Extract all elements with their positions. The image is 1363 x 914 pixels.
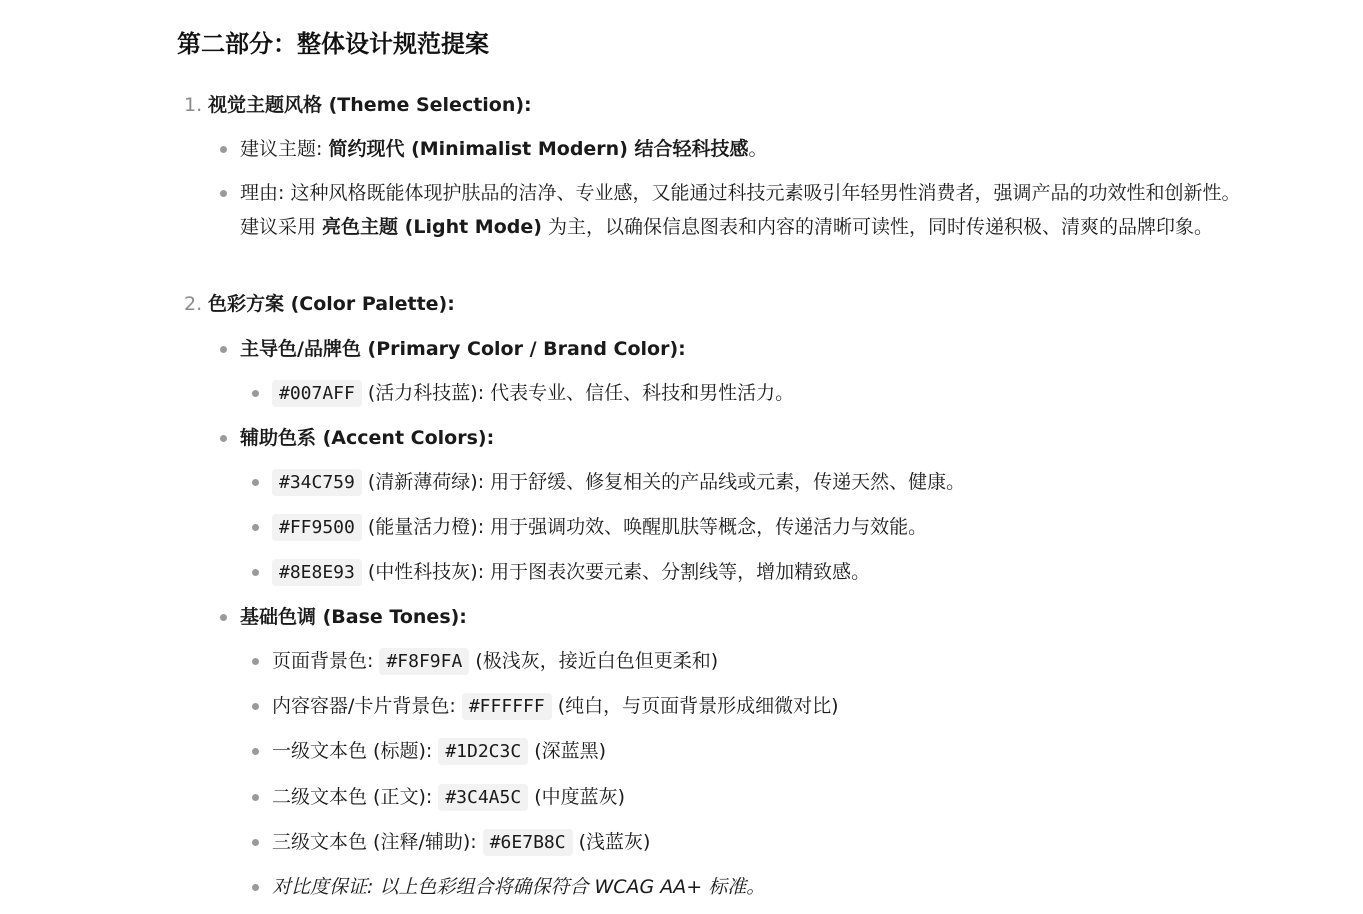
theme-suggestion [240, 132, 768, 166]
reason-light-mode: 亮色主题 (Light Mode) [322, 216, 542, 238]
color-item-base [272, 734, 606, 769]
color-item-accent [272, 555, 870, 590]
color-description: (清新薄荷绿): 用于舒缓、修复相关的产品线或元素，传递天然、健康。 [361, 471, 966, 493]
color-code: #FFFFFF [462, 693, 552, 720]
theme-end: 。 [748, 138, 768, 160]
color-code: #F8F9FA [379, 648, 469, 675]
color-item-base [272, 825, 650, 860]
bullet-icon [220, 614, 227, 621]
color-label: 一级文本色 (标题): [272, 740, 439, 762]
color-item-primary [272, 376, 794, 411]
accent-colors-title: 辅助色系 (Accent Colors): [240, 427, 495, 449]
bullet-icon [252, 569, 259, 576]
bullet-icon [252, 658, 259, 665]
color-item-accent [272, 465, 965, 500]
color-label: 内容容器/卡片背景色: [272, 695, 462, 717]
color-label: 二级文本色 (正文): [272, 786, 439, 808]
color-description: (中度蓝灰) [528, 786, 626, 808]
color-label: 页面背景色: [272, 650, 380, 672]
bullet-icon [252, 748, 259, 755]
color-item-base [272, 780, 625, 815]
color-code: #3C4A5C [438, 784, 528, 811]
primary-color-title: 主导色/品牌色 (Primary Color / Brand Color): [240, 338, 686, 360]
bullet-icon [220, 190, 227, 197]
color-description: (深蓝黑) [528, 740, 607, 762]
theme-label: 建议主题: [240, 138, 329, 160]
bullet-icon [252, 524, 259, 531]
bullet-icon [252, 479, 259, 486]
color-description: (中性科技灰): 用于图表次要元素、分割线等，增加精致感。 [361, 561, 871, 583]
color-code: #007AFF [272, 380, 362, 407]
bullet-icon [252, 839, 259, 846]
bullet-icon [220, 346, 227, 353]
contrast-note: 对比度保证: 以上色彩组合将确保符合 WCAG AA+ 标准。 [272, 876, 766, 898]
color-item-accent [272, 510, 927, 545]
base-tones-title: 基础色调 (Base Tones): [240, 606, 467, 628]
color-code: #8E8E93 [272, 559, 362, 586]
color-code: #1D2C3C [438, 738, 528, 765]
color-code: #6E7B8C [483, 829, 573, 856]
color-item-base [272, 689, 839, 724]
color-description: (能量活力橙): 用于强调功效、唤醒肌肤等概念，传递活力与效能。 [361, 516, 928, 538]
bullet-icon [252, 390, 259, 397]
theme-reason [240, 176, 1250, 244]
color-description: (极浅灰，接近白色但更柔和) [469, 650, 719, 672]
color-code: #34C759 [272, 469, 362, 496]
theme-selection-title: 视觉主题风格 (Theme Selection): [208, 94, 532, 116]
theme-value: 简约现代 (Minimalist Modern) 结合轻科技感 [328, 138, 749, 160]
bullet-icon [220, 146, 227, 153]
reason-text-1: 理由: 这种风格既能体现护肤品的洁净、专业感，又能通过科技元素吸引年轻男性消费者，强调产品的功效性和创新性。建议采用 [240, 182, 1241, 238]
bullet-icon [252, 703, 259, 710]
bullet-icon [252, 794, 259, 801]
bullet-icon [220, 435, 227, 442]
section-heading: 第二部分：整体设计规范提案 [177, 30, 489, 58]
color-label: 三级文本色 (注释/辅助): [272, 831, 483, 853]
color-description: (纯白，与页面背景形成细微对比) [551, 695, 839, 717]
reason-text-2: 为主，以确保信息图表和内容的清晰可读性，同时传递积极、清爽的品牌印象。 [541, 216, 1213, 238]
list-number-2: 2. [184, 293, 203, 315]
color-description: (浅蓝灰) [572, 831, 651, 853]
color-palette-title: 色彩方案 (Color Palette): [208, 293, 455, 315]
color-code: #FF9500 [272, 514, 362, 541]
color-description: (活力科技蓝): 代表专业、信任、科技和男性活力。 [361, 382, 795, 404]
list-number-1: 1. [184, 94, 203, 116]
color-item-base [272, 644, 718, 679]
bullet-icon [252, 884, 259, 891]
